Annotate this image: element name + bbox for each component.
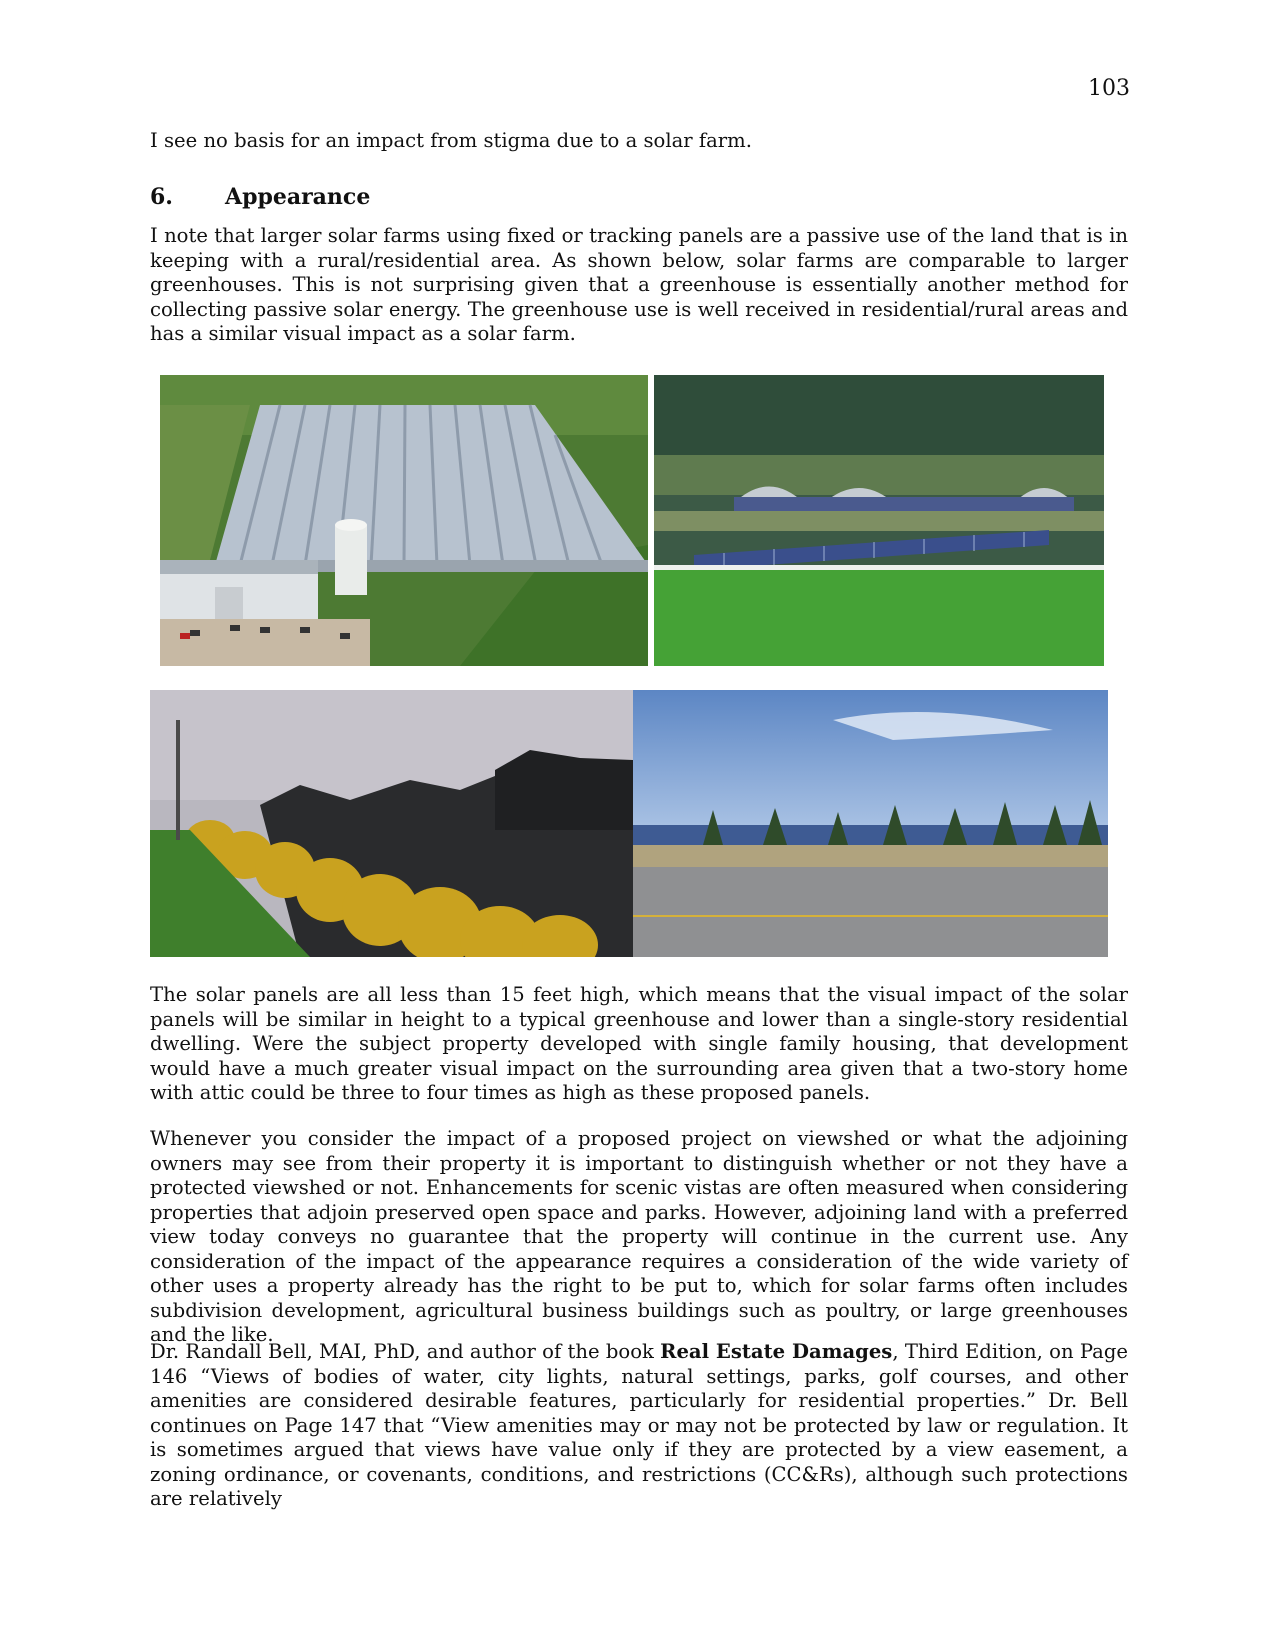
photo-greenhouses-shrubs bbox=[150, 690, 633, 957]
paragraph-panel-height: The solar panels are all less than 15 feet high, which means that the visual impact of the solar panels will be similar in height to a typical greenhouse and lower than a single-story residential dwelling. Were the subject property developed with single family housing, that development would have a much greater visual impact on the surrounding area given that a two-story home with attic could be three to four times as high as these proposed panels. bbox=[150, 983, 1128, 1104]
photo-solar-farm-roadside bbox=[633, 690, 1108, 957]
bell-quote-lead: Dr. Randall Bell, MAI, PhD, and author of the book bbox=[150, 1340, 661, 1363]
book-title: Real Estate Damages bbox=[660, 1340, 893, 1363]
intro-sentence: I see no basis for an impact from stigma due to a solar farm. bbox=[150, 129, 752, 152]
page-number: 103 bbox=[1088, 76, 1130, 101]
bell-quote-body: , Third Edition, on Page 146 “Views of bodies of water, city lights, natural settings, parks, golf courses, and other amenities are considered desirable features, particularly for residential properties.” Dr. Bell continues on Page 147 that “View amenities may or may not be protected by law or regulation. It is sometimes argued that views have value only if they are protected by a view easement, a zoning ordinance, or covenants, conditions, and restrictions (CC&Rs), although such protections are relatively bbox=[150, 1340, 1128, 1510]
photo-solar-panels-greenhouses bbox=[654, 375, 1104, 666]
paragraph-bell-quote bbox=[150, 1340, 1128, 1512]
section-heading bbox=[150, 184, 370, 210]
paragraph-intro-appearance: I note that larger solar farms using fixed or tracking panels are a passive use of the land that is in keeping with a rural/residential area. As shown below, solar farms are comparable to larger greenhouses. This is not surprising given that a greenhouse is essentially another method for collecting passive solar energy. The greenhouse use is well received in residential/rural areas and has a similar visual impact as a solar farm. bbox=[150, 224, 1128, 345]
section-number: 6. bbox=[150, 184, 173, 210]
paragraph-viewshed: Whenever you consider the impact of a proposed project on viewshed or what the adjoining owners may see from their property it is important to distinguish whether or not they have a protected viewshed or not. Enhancements for scenic vistas are often measured when considering properties that adjoin preserved open space and parks. However, adjoining land with a preferred view today conveys no guarantee that the property will continue in the current use. Any consideration of the impact of the appearance requires a consideration of the wide variety of other uses a property already has the right to be put to, which for solar farms often includes subdivision development, agricultural business buildings such as poultry, or large greenhouses and the like. bbox=[150, 1127, 1128, 1346]
section-title: Appearance bbox=[225, 184, 371, 210]
photo-greenhouse-aerial bbox=[160, 375, 648, 666]
